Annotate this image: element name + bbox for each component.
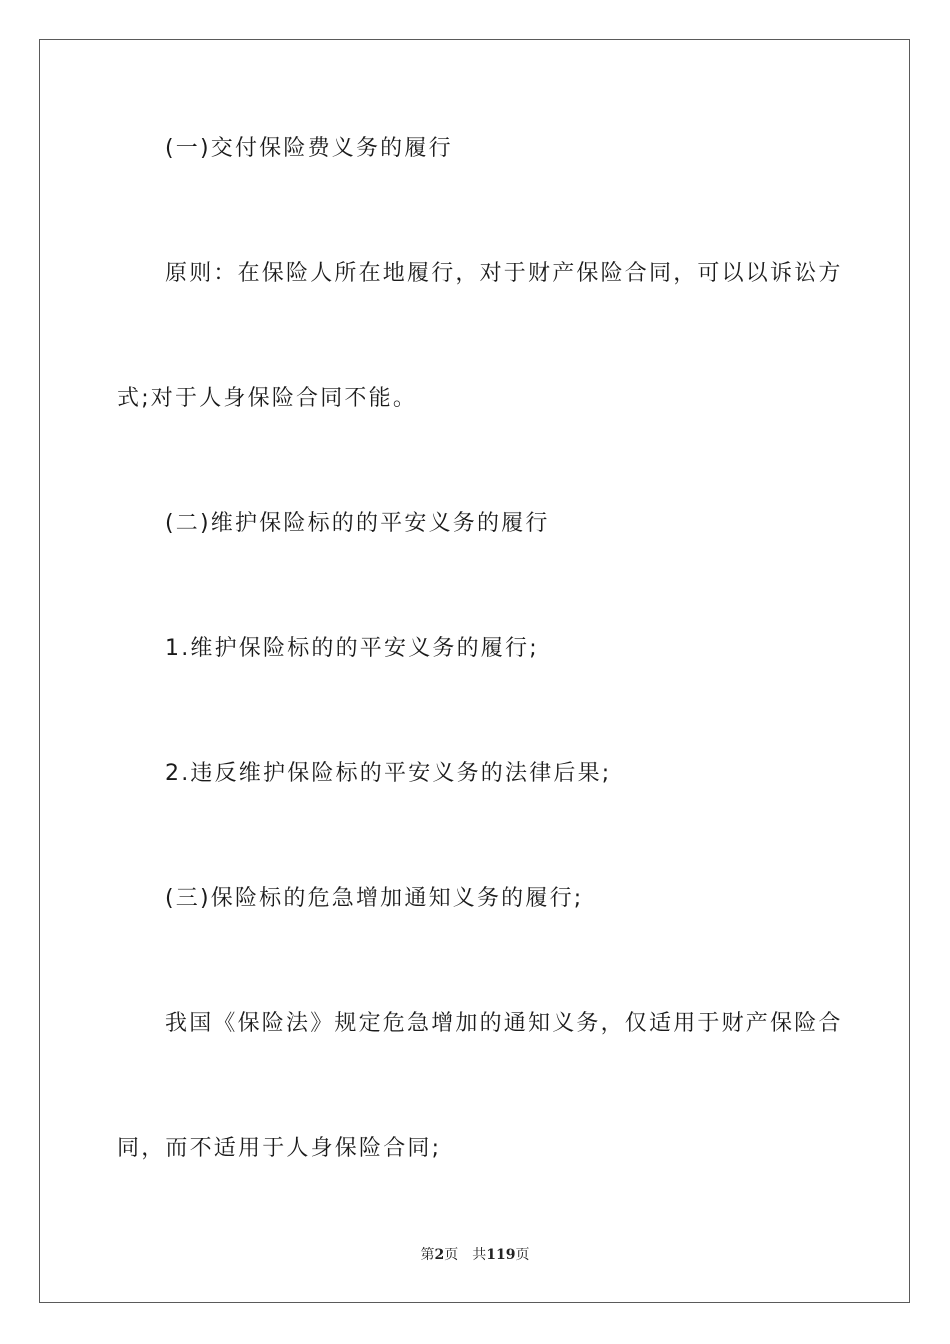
heading-payment-obligation: (一)交付保险费义务的履行 (165, 136, 453, 161)
paragraph-insurance-law: 我国《保险法》规定危急增加的通知义务，仅适用于财产保险合 (165, 1011, 843, 1036)
total-pages: 119 (486, 1247, 516, 1263)
paragraph-principle-continued: 式;对于人身保险合同不能。 (117, 386, 418, 411)
heading-risk-notification: (三)保险标的危急增加通知义务的履行; (165, 886, 584, 911)
page-suffix: 页 (444, 1247, 459, 1263)
page-border (39, 39, 910, 1303)
paragraph-insurance-law-continued: 同，而不适用于人身保险合同; (117, 1136, 442, 1161)
heading-safety-obligation: (二)维护保险标的的平安义务的履行 (165, 511, 550, 536)
total-prefix: 共 (472, 1247, 487, 1263)
total-suffix: 页 (515, 1247, 530, 1263)
list-item-2: 2.违反维护保险标的平安义务的法律后果; (165, 761, 612, 786)
list-item-1: 1.维护保险标的的平安义务的履行; (165, 636, 539, 661)
page-footer (0, 1245, 950, 1265)
page-number: 2 (434, 1247, 445, 1263)
paragraph-principle: 原则：在保险人所在地履行，对于财产保险合同，可以以诉讼方 (165, 261, 843, 286)
page-prefix: 第 (420, 1247, 435, 1263)
